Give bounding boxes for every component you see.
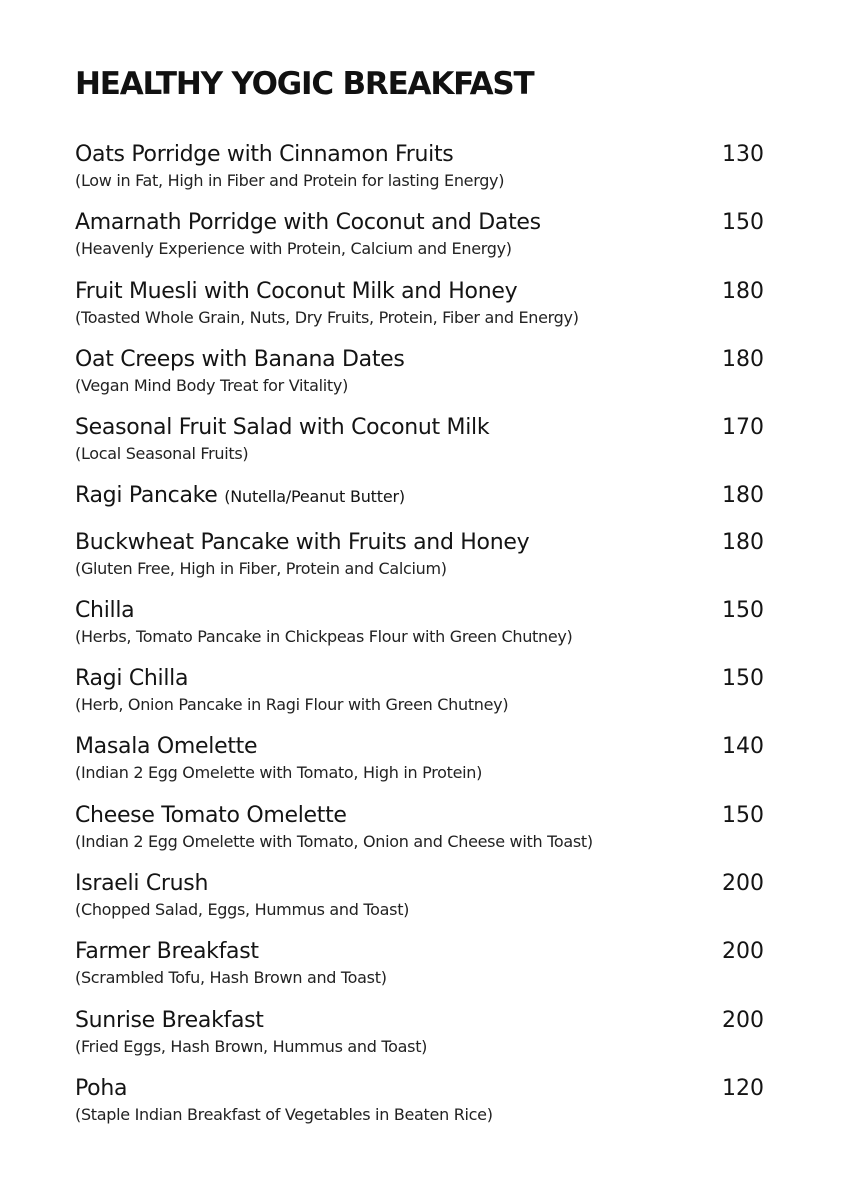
menu-item: [75, 598, 775, 658]
breakfast-menu: [75, 0, 775, 1200]
item-description: (Herbs, Tomato Pancake in Chickpeas Flour with Green Chutney): [75, 627, 573, 646]
menu-item: [75, 530, 775, 590]
item-description: (Heavenly Experience with Protein, Calcium and Energy): [75, 239, 512, 258]
menu-item: [75, 939, 775, 999]
menu-item: [75, 210, 775, 270]
item-name: Oat Creeps with Banana Dates: [75, 347, 405, 372]
menu-item: [75, 279, 775, 339]
item-description: (Vegan Mind Body Treat for Vitality): [75, 376, 349, 395]
item-name: [75, 483, 405, 510]
menu-title: HEALTHY YOGIC BREAKFAST: [75, 66, 534, 102]
item-price: 170: [722, 415, 764, 440]
item-description: (Chopped Salad, Eggs, Hummus and Toast): [75, 900, 410, 919]
item-description: (Scrambled Tofu, Hash Brown and Toast): [75, 968, 387, 987]
menu-item: [75, 142, 775, 202]
item-description: (Gluten Free, High in Fiber, Protein and Calcium): [75, 559, 447, 578]
item-price: 120: [722, 1076, 764, 1101]
menu-item: [75, 415, 775, 475]
item-name: Buckwheat Pancake with Fruits and Honey: [75, 530, 530, 555]
item-price: 130: [722, 142, 764, 167]
menu-item: [75, 1008, 775, 1068]
item-name: Oats Porridge with Cinnamon Fruits: [75, 142, 454, 167]
item-note: (Nutella/Peanut Butter): [224, 487, 405, 506]
menu-item: [75, 666, 775, 726]
item-description: (Indian 2 Egg Omelette with Tomato, High in Protein): [75, 763, 483, 782]
item-name-text: Ragi Pancake: [75, 483, 218, 508]
item-price: 200: [722, 939, 764, 964]
item-name: Chilla: [75, 598, 135, 623]
item-description: (Herb, Onion Pancake in Ragi Flour with Green Chutney): [75, 695, 509, 714]
menu-item: [75, 347, 775, 407]
menu-item: [75, 871, 775, 931]
item-price: 180: [722, 530, 764, 555]
item-description: (Fried Eggs, Hash Brown, Hummus and Toast): [75, 1037, 428, 1056]
item-name: Farmer Breakfast: [75, 939, 259, 964]
item-price: 180: [722, 347, 764, 372]
item-price: 150: [722, 210, 764, 235]
item-name: Seasonal Fruit Salad with Coconut Milk: [75, 415, 490, 440]
item-name: Masala Omelette: [75, 734, 258, 759]
item-price: 150: [722, 803, 764, 828]
item-price: 180: [722, 483, 764, 508]
item-name: Israeli Crush: [75, 871, 209, 896]
menu-item: [75, 803, 775, 863]
item-price: 150: [722, 598, 764, 623]
item-description: (Indian 2 Egg Omelette with Tomato, Onion and Cheese with Toast): [75, 832, 593, 851]
menu-item: [75, 1076, 775, 1136]
item-description: (Local Seasonal Fruits): [75, 444, 249, 463]
item-description: (Staple Indian Breakfast of Vegetables in Beaten Rice): [75, 1105, 493, 1124]
item-name: Sunrise Breakfast: [75, 1008, 264, 1033]
item-name: Ragi Chilla: [75, 666, 189, 691]
item-price: 140: [722, 734, 764, 759]
item-name: Fruit Muesli with Coconut Milk and Honey: [75, 279, 518, 304]
item-description: (Low in Fat, High in Fiber and Protein for lasting Energy): [75, 171, 505, 190]
item-price: 150: [722, 666, 764, 691]
item-description: (Toasted Whole Grain, Nuts, Dry Fruits, Protein, Fiber and Energy): [75, 308, 579, 327]
item-price: 180: [722, 279, 764, 304]
menu-item: [75, 734, 775, 794]
item-price: 200: [722, 1008, 764, 1033]
item-name: Amarnath Porridge with Coconut and Dates: [75, 210, 541, 235]
item-name: Poha: [75, 1076, 128, 1101]
item-price: 200: [722, 871, 764, 896]
item-name: Cheese Tomato Omelette: [75, 803, 347, 828]
